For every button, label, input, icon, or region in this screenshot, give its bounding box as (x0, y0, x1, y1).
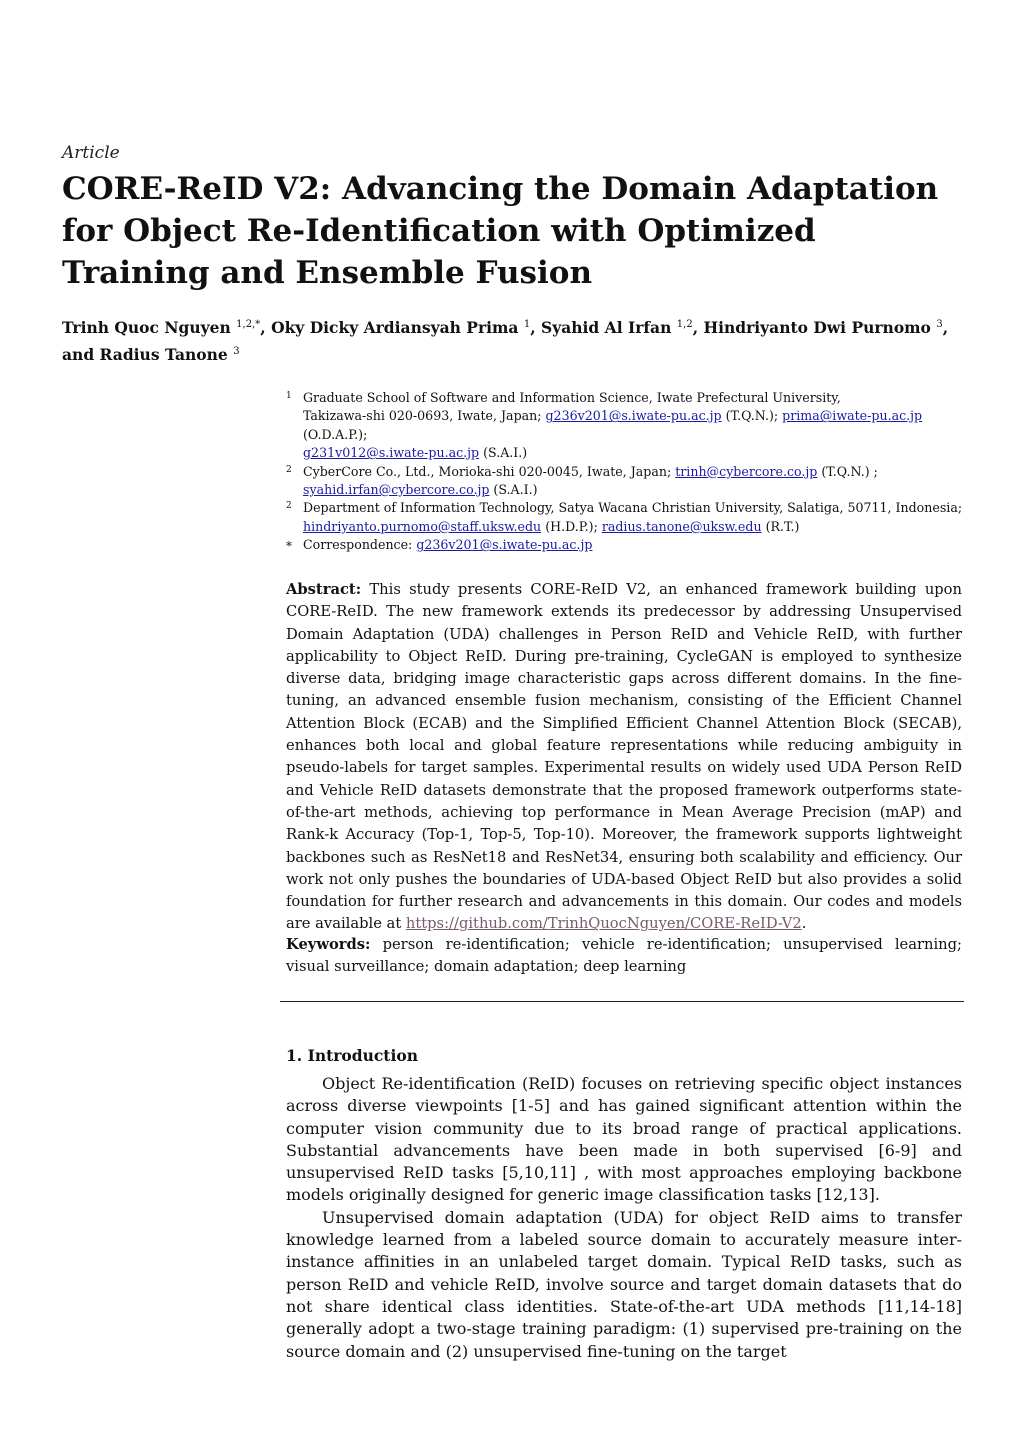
abstract-text: This study presents CORE-ReID V2, an enhanced framework building upon CORE-ReID. The new framework extends its predecessor by addressing Unsupervised Domain Adaptation (UDA) challenges in Person ReID and Vehicle ReID, with further applicability to Object ReID. During pre-training, CycleGAN is employed to synthesize diverse data, bridging image characteristic gaps across different domains. In the fine-tuning, an advanced ensemble fusion mechanism, consisting of the Efficient Channel Attention Block (ECAB) and the Simplified Efficient Channel Attention Block (SECAB), enhances both local and global feature representations while reducing ambiguity in pseudo-labels for target samples. Experimental results on widely used UDA Person ReID and Vehicle ReID datasets demonstrate that the proposed framework outperforms state-of-the-art methods, achieving top performance in Mean Average Precision (mAP) and Rank-k Accuracy (Top-1, Top-5, Top-10). Moreover, the framework supports lightweight backbones such as ResNet18 and ResNet34, ensuring both scalability and efficiency. Our work not only pushes the boundaries of UDA-based Object ReID but also provides a solid foundation for further research and advancements in this domain. Our codes and models are available at (286, 581, 962, 933)
keywords-label: Keywords: (286, 936, 371, 953)
email-link[interactable]: prima@iwate-pu.ac.jp (782, 408, 923, 424)
abstract (286, 579, 962, 936)
author-affil-mark: 3 (233, 346, 240, 358)
affiliation-mark: 2 (286, 501, 292, 512)
correspondence-label: Correspondence: (303, 537, 417, 553)
correspondence-email-link[interactable]: g236v201@s.iwate-pu.ac.jp (416, 537, 593, 553)
affiliation-text: Department of Information Technology, Satya Wacana Christian University, Salatiga, 50711, Indonesia; (303, 500, 963, 516)
section-divider (280, 1001, 964, 1002)
author-name: Hindriyanto Dwi Purnomo (703, 318, 931, 338)
affiliation-1 (286, 389, 966, 463)
affiliation-text: CyberCore Co., Ltd., Morioka-shi 020-0045, Iwate, Japan; (303, 463, 676, 479)
author-affil-mark: 1,2 (676, 319, 693, 330)
keywords-text: person re-identification; vehicle re-identification; unsupervised learning; visual surveillance; domain adaptation; deep learning (286, 936, 962, 976)
author-affil-mark: 1,2,* (236, 319, 261, 330)
section-heading-introduction: 1. Introduction (286, 1046, 418, 1065)
initials-tag: (R.T.) (761, 518, 800, 534)
author-separator: , (530, 318, 542, 338)
author-name: Radius Tanone (99, 345, 228, 365)
keywords (286, 934, 962, 979)
email-link[interactable]: hindriyanto.purnomo@staff.uksw.edu (303, 518, 542, 534)
affiliation-3 (286, 499, 966, 536)
correspondence-mark: * (286, 539, 292, 554)
correspondence (286, 536, 966, 554)
email-link[interactable]: g236v201@s.iwate-pu.ac.jp (545, 408, 722, 424)
initials-tag: (S.A.I.) (479, 445, 528, 461)
author-separator: , and (62, 318, 949, 365)
paragraph: Unsupervised domain adaptation (UDA) for object ReID aims to transfer knowledge learned from a labeled source domain to accurately measure inter-instance affinities in an unlabeled target domain. Typical ReID tasks, such as person ReID and vehicle ReID, involve source and target domain datasets that do not share identical class identities. State-of-the-art UDA methods [11,14-18] generally adopt a two-stage training paradigm: (1) supervised pre-training on the source domain and (2) unsupervised fine-tuning on the target (286, 1207, 962, 1361)
author-name: Oky Dicky Ardiansyah Prima (271, 318, 519, 338)
article-type-label: Article (62, 143, 120, 163)
code-repository-link[interactable]: https://github.com/TrinhQuocNguyen/CORE-ReID-V2 (405, 915, 802, 933)
initials-tag: (T.Q.N.) ; (817, 463, 878, 479)
paper-title: CORE-ReID V2: Advancing the Domain Adaptation for Object Re-Identification with Optimized Training and Ensemble Fusion (62, 171, 939, 291)
introduction-body (286, 1073, 962, 1363)
affiliation-mark: 2 (286, 464, 292, 475)
affiliation-text: Takizawa-shi 020-0693, Iwate, Japan; (303, 408, 546, 424)
initials-tag: (O.D.A.P.); (303, 426, 368, 442)
author-name: Trinh Quoc Nguyen (62, 318, 231, 338)
author-separator: , (692, 318, 704, 338)
email-link[interactable]: trinh@cybercore.co.jp (675, 463, 818, 479)
abstract-label: Abstract: (286, 581, 362, 598)
email-link[interactable]: g231v012@s.iwate-pu.ac.jp (303, 445, 480, 461)
affiliations (286, 389, 966, 555)
initials-tag: (H.D.P.); (541, 518, 602, 534)
initials-tag: (T.Q.N.); (721, 408, 783, 424)
affiliation-2 (286, 463, 966, 500)
author-affil-mark: 1 (523, 319, 531, 330)
author-separator: , (260, 318, 272, 338)
affiliation-mark: 1 (286, 391, 292, 401)
initials-tag: (S.A.I.) (489, 482, 538, 498)
affiliation-text: Graduate School of Software and Information Science, Iwate Prefectural University, (303, 390, 841, 405)
email-link[interactable]: syahid.irfan@cybercore.co.jp (303, 482, 490, 498)
author-name: Syahid Al Irfan (541, 318, 672, 338)
author-list (62, 313, 962, 367)
abstract-end: . (801, 915, 807, 933)
author-affil-mark: 3 (936, 319, 943, 330)
email-link[interactable]: radius.tanone@uksw.edu (601, 518, 762, 534)
paragraph: Object Re-identification (ReID) focuses on retrieving specific object instances across diverse viewpoints [1-5] and has gained significant attention within the computer vision community due to its broad range of practical applications. Substantial advancements have been made in both supervised [6-9] and unsupervised ReID tasks [5,10,11] , with most approaches employing backbone models originally designed for generic image classification tasks [12,13]. (286, 1074, 962, 1205)
